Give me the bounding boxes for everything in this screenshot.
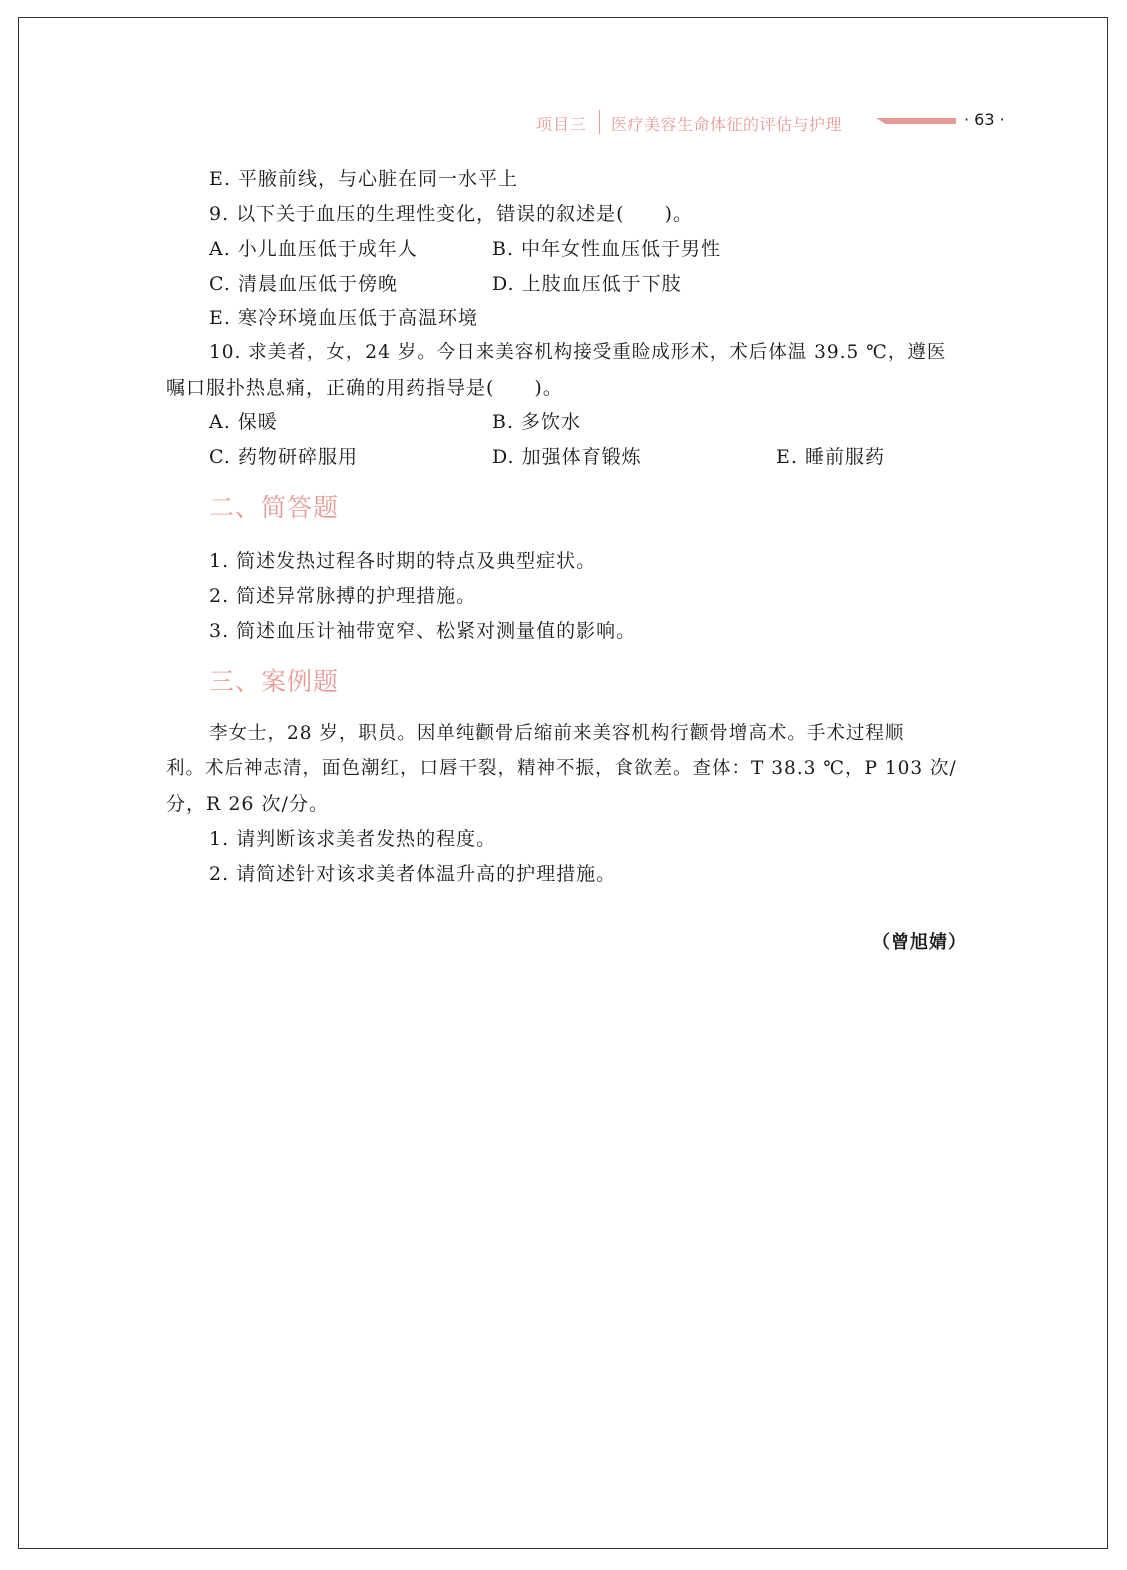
header-divider: [599, 110, 600, 134]
q9-option-d: D. 上肢血压低于下肢: [492, 273, 682, 295]
author-credit: （曾旭婧）: [872, 932, 967, 953]
q10-stem-line2: 嘱口服扑热息痛，正确的用药指导是( )。: [166, 377, 563, 399]
case-paragraph-line1: 李女士，28 岁，职员。因单纯颧骨后缩前来美容机构行颧骨增高术。手术过程顺: [209, 723, 905, 744]
header-accent-bar: [876, 118, 956, 124]
q10-option-d: D. 加强体育锻炼: [492, 446, 642, 468]
header-project-label: 项目三: [536, 115, 588, 134]
q10-stem-line1: 10. 求美者，女，24 岁。今日来美容机构接受重睑成形术，术后体温 39.5 ℃，遵医: [209, 342, 947, 363]
q10-option-e: E. 睡前服药: [776, 446, 885, 468]
short-answer-item-3: 3. 简述血压计袖带宽窄、松紧对测量值的影响。: [209, 620, 637, 642]
case-study-section-title: 三、案例题: [209, 667, 340, 696]
q9-option-e: E. 寒冷环境血压低于高温环境: [209, 307, 478, 329]
q9-option-a: A. 小儿血压低于成年人: [209, 238, 418, 260]
case-question-1: 1. 请判断该求美者发热的程度。: [209, 828, 497, 850]
short-answer-item-2: 2. 简述异常脉搏的护理措施。: [209, 585, 477, 607]
q10-option-c: C. 药物研碎服用: [209, 446, 358, 468]
q10-option-a: A. 保暖: [209, 411, 278, 433]
short-answer-item-1: 1. 简述发热过程各时期的特点及典型症状。: [209, 550, 597, 572]
q9-option-b: B. 中年女性血压低于男性: [492, 238, 722, 260]
running-header: [500, 108, 1030, 136]
header-chapter-title: 医疗美容生命体征的评估与护理: [611, 115, 843, 134]
case-paragraph-line2: 利。术后神志清，面色潮红，口唇干裂，精神不振，食欲差。查体：T 38.3 ℃，P 103 次/: [166, 758, 957, 779]
case-paragraph-line3: 分，R 26 次/分。: [166, 793, 329, 815]
q9-option-c: C. 清晨血压低于傍晚: [209, 273, 398, 295]
q8-option-e: E. 平腋前线，与心脏在同一水平上: [209, 168, 518, 190]
q10-option-b: B. 多饮水: [492, 411, 582, 433]
short-answer-section-title: 二、简答题: [209, 493, 340, 522]
page-number: · 63 ·: [964, 110, 1005, 129]
case-question-2: 2. 请简述针对该求美者体温升高的护理措施。: [209, 863, 617, 885]
q9-stem: 9. 以下关于血压的生理性变化，错误的叙述是( )。: [209, 203, 693, 225]
